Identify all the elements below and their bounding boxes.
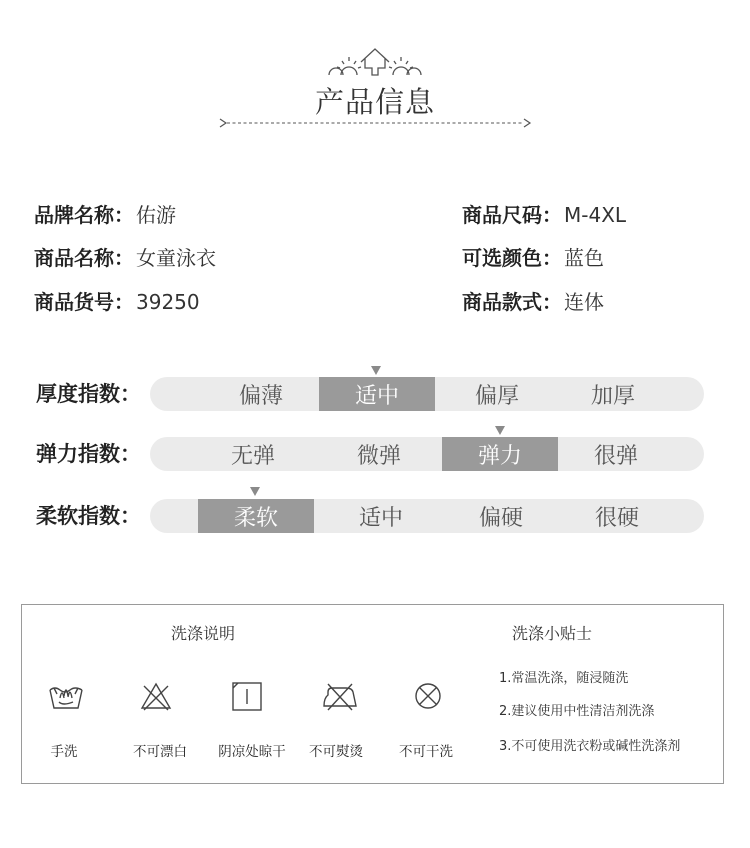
elasticity-option: 微弹 [356, 444, 401, 469]
info-value: 女童泳衣 [136, 246, 216, 270]
care-instructions-title: 洗涤说明 [171, 624, 236, 643]
info-label: 商品名称： [34, 246, 134, 270]
softness-index-track [150, 499, 704, 533]
softness-option-selected: 柔软 [198, 499, 314, 533]
info-style [462, 290, 604, 314]
no-iron-icon [318, 676, 362, 716]
shade-dry-label: 阴凉处晾干 [218, 744, 286, 760]
info-product-name [34, 246, 216, 270]
thickness-index-track [150, 377, 704, 411]
thickness-option: 偏薄 [238, 384, 283, 409]
no-bleach-label: 不可漂白 [133, 744, 187, 760]
elasticity-option: 很弹 [593, 444, 638, 469]
elasticity-marker [495, 426, 505, 435]
softness-option: 偏硬 [478, 506, 523, 531]
house-sun-ornament-icon [325, 46, 425, 78]
elasticity-index-track [150, 437, 704, 471]
thickness-option-selected: 适中 [319, 377, 435, 411]
page-title: 产品信息 [314, 85, 435, 119]
softness-marker [250, 487, 260, 496]
softness-option: 很硬 [594, 506, 639, 531]
shade-dry-icon [225, 676, 269, 716]
info-color [462, 246, 604, 270]
thickness-index-label: 厚度指数： [36, 382, 141, 406]
softness-index-label: 柔软指数： [36, 504, 141, 528]
hand-wash-label: 手洗 [50, 744, 78, 760]
thickness-marker [371, 366, 381, 375]
elasticity-index-label: 弹力指数： [36, 442, 141, 466]
no-bleach-icon [134, 676, 178, 716]
no-dry-clean-icon [406, 676, 450, 716]
info-label: 品牌名称： [34, 203, 134, 227]
care-tip: 2.建议使用中性清洁剂洗涤 [499, 704, 655, 719]
no-iron-label: 不可熨烫 [309, 744, 363, 760]
thickness-option: 加厚 [590, 384, 635, 409]
title-dashed-arrow-divider [218, 114, 532, 132]
info-item-number [34, 290, 200, 314]
info-size [462, 203, 626, 227]
elasticity-option-selected: 弹力 [442, 437, 558, 471]
care-tips-title: 洗涤小贴士 [512, 624, 593, 643]
info-value: 蓝色 [564, 246, 604, 270]
info-brand [34, 203, 176, 227]
info-value: M-4XL [564, 203, 627, 227]
info-label: 可选颜色： [462, 246, 562, 270]
info-label: 商品款式： [462, 290, 562, 314]
care-tip: 1.常温洗涤，随浸随洗 [499, 671, 629, 686]
info-value: 佑游 [136, 203, 176, 227]
info-value: 39250 [136, 290, 200, 314]
care-tip: 3.不可使用洗衣粉或碱性洗涤剂 [499, 739, 681, 754]
hand-wash-icon [44, 676, 88, 716]
thickness-option: 偏厚 [474, 384, 519, 409]
softness-option: 适中 [358, 506, 403, 531]
elasticity-option: 无弹 [230, 444, 275, 469]
no-dry-clean-label: 不可干洗 [399, 744, 453, 760]
info-label: 商品尺码： [462, 203, 562, 227]
info-label: 商品货号： [34, 290, 134, 314]
info-value: 连体 [564, 290, 604, 314]
